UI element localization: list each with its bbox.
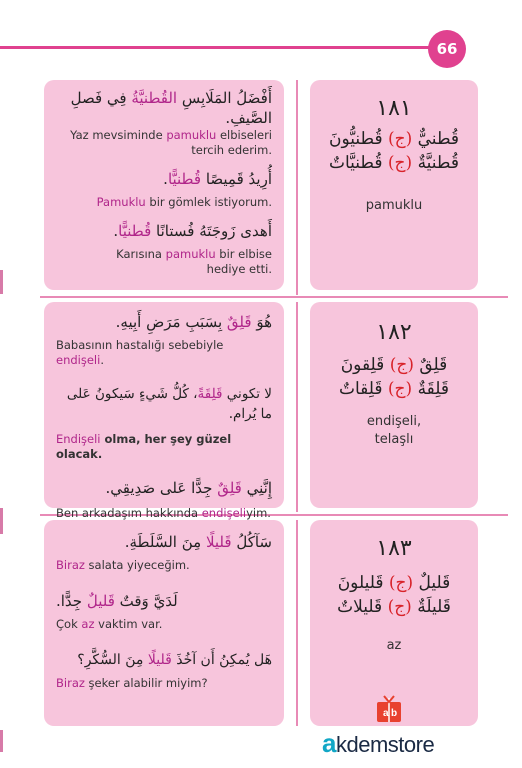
- margin-tick: [0, 270, 3, 294]
- examples-panel-183: [44, 520, 284, 726]
- example-turkish: Yaz mevsiminde pamuklu elbiseleri: [70, 128, 272, 142]
- word-form: قَلِقَةٌ (ج) قَلِقاتٌ: [338, 379, 450, 399]
- word-form: قَليلَةٌ (ج) قَليلاتٌ: [337, 597, 451, 617]
- column-divider: [296, 302, 298, 512]
- example-arabic: هُوَ قَلِقٌ بِسَبَبِ مَرَضِ أَبِيهِ.: [115, 313, 272, 331]
- entry-number: ١٨٢: [376, 320, 412, 345]
- svg-text:a: a: [383, 708, 389, 719]
- word-form: قَليلٌ (ج) قَليلونَ: [337, 573, 451, 593]
- examples-panel-181: [44, 80, 284, 290]
- example-turkish: Ben arkadaşım hakkında endişeliyim.: [56, 506, 271, 520]
- example-arabic: أَفْضَلُ المَلَابِسِ القُطنيَّةُ فِي فَصلِ الصَّيفِ.: [70, 89, 272, 127]
- example-turkish: Karısına pamuklu bir elbise: [116, 247, 272, 261]
- example-turkish: Biraz salata yiyeceğim.: [56, 558, 190, 572]
- column-divider: [296, 80, 298, 295]
- example-turkish: Çok az vaktim var.: [56, 617, 163, 631]
- example-turkish: tercih ederim.: [191, 143, 272, 157]
- example-arabic: لا تكوني قَلِقَةً، كُلُّ شَيءٍ سَيكونُ عَلى ما يُرام.: [66, 386, 272, 422]
- example-turkish: Babasının hastalığı sebebiyle endişeli.: [56, 338, 224, 367]
- margin-tick: [0, 730, 3, 752]
- column-divider: [296, 520, 298, 726]
- example-arabic: هَل يُمكِنُ أَن آخُذَ قَليلًا مِنَ السُّكَّرِ؟: [77, 652, 272, 668]
- example-turkish: Pamuklu bir gömlek istiyorum.: [96, 195, 272, 209]
- entry-number: ١٨٣: [376, 536, 412, 561]
- page-number-badge: 66: [428, 30, 466, 68]
- example-turkish: Endişeli olma, her şey güzel olacak.: [56, 432, 232, 461]
- word-meaning: pamuklu: [365, 198, 423, 213]
- example-arabic: أَهدى زَوجَتَهُ فُستانًا قُطنيًّا.: [113, 222, 272, 240]
- example-arabic: إِنَّنِي قَلِقٌ جِدًّا عَلى صَدِيقِي.: [105, 479, 272, 497]
- word-meaning: telaşlı: [374, 432, 414, 447]
- word-form: قَلِقٌ (ج) قَلِقونَ: [340, 355, 448, 375]
- example-turkish: hediye etti.: [206, 262, 272, 276]
- word-form: قُطنيٌّ (ج) قُطنيُّونَ: [328, 129, 460, 149]
- margin-tick: [0, 508, 3, 534]
- word-form: قُطنيَّةٌ (ج) قُطنيَّاتٌ: [328, 153, 460, 173]
- word-meaning: endişeli,: [366, 414, 422, 429]
- word-meaning: az: [386, 638, 402, 653]
- entry-number: ١٨١: [376, 96, 412, 121]
- word-panel-181: [310, 80, 478, 290]
- example-arabic: أُرِيدُ قَمِيصًا قُطنيًّا.: [163, 170, 272, 188]
- example-arabic: سَآكُلُ قَليلًا مِنَ السَّلَطَةِ.: [124, 533, 272, 551]
- example-turkish: Biraz şeker alabilir miyim?: [56, 676, 208, 690]
- examples-panel-182: [44, 302, 284, 520]
- book-icon: [376, 694, 402, 724]
- top-rule: [0, 46, 430, 49]
- brand-wordmark: akdemstore: [322, 728, 435, 758]
- example-arabic: لَدَيَّ وَقتٌ قَليلٌ جِدًّا.: [56, 592, 178, 610]
- row-divider: [40, 296, 508, 298]
- word-panel-182: [310, 302, 478, 508]
- svg-text:b: b: [391, 708, 398, 719]
- brand-logo: [322, 708, 472, 758]
